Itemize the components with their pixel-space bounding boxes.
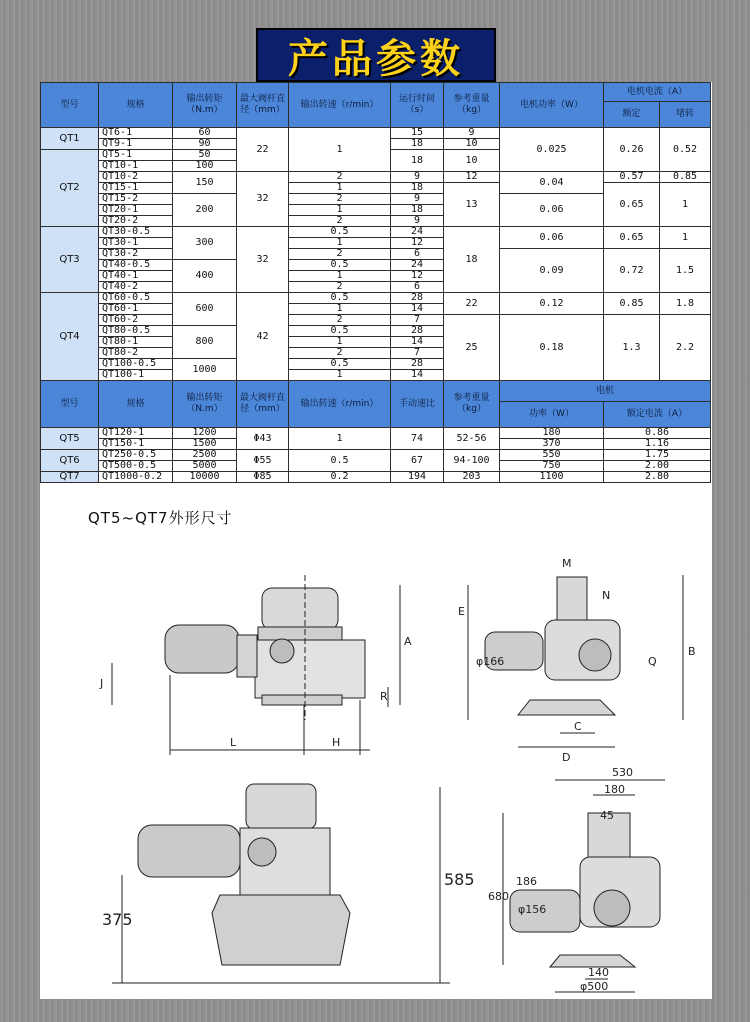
th-power: 功率（W） <box>500 402 604 428</box>
dim-530-text: 530 <box>612 766 633 779</box>
rated-cell: 0.65 <box>604 183 660 227</box>
time-cell: 7 <box>391 348 444 359</box>
time-cell: 9 <box>391 216 444 227</box>
speed-cell: 2 <box>289 216 391 227</box>
power-cell: 0.025 <box>500 128 604 172</box>
speed-cell: 2 <box>289 249 391 260</box>
model-cell: QT7 <box>41 472 99 483</box>
model-cell: QT5 <box>41 428 99 450</box>
power-cell: 550 <box>500 450 604 461</box>
table1-header-row <box>41 83 711 102</box>
th-weight: 参考重量（kg） <box>444 83 500 128</box>
torque-cell: 1200 <box>173 428 237 439</box>
speed-cell: 0.5 <box>289 227 391 238</box>
time-cell: 24 <box>391 227 444 238</box>
time-cell: 24 <box>391 260 444 271</box>
spec-cell: QT40-2 <box>99 282 173 293</box>
speed-cell: 1 <box>289 370 391 381</box>
locked-cell: 0.85 <box>660 172 711 183</box>
torque-cell: 100 <box>173 161 237 172</box>
spec-cell: QT30-0.5 <box>99 227 173 238</box>
time-cell: 12 <box>391 238 444 249</box>
th-spec: 规格 <box>99 381 173 428</box>
handwheel-port <box>270 639 294 663</box>
power-cell: 1100 <box>500 472 604 483</box>
torque-cell: 1500 <box>173 439 237 450</box>
stem-cell: 42 <box>237 293 289 381</box>
torque-cell: 200 <box>173 194 237 227</box>
ratio-cell: 67 <box>391 450 444 472</box>
motor-cap <box>262 588 338 630</box>
table-row <box>41 128 711 139</box>
dim-140-text: 140 <box>588 966 609 979</box>
speed-cell: 1 <box>289 128 391 172</box>
time-cell: 12 <box>391 271 444 282</box>
locked-cell: 1 <box>660 227 711 249</box>
th-time: 运行时间（s） <box>391 83 444 128</box>
spec-cell: QT100-0.5 <box>99 359 173 370</box>
stem-cell: 32 <box>237 227 289 293</box>
phi500-text: φ500 <box>580 980 609 993</box>
speed-cell: 1 <box>289 183 391 194</box>
speed-cell: 1 <box>289 428 391 450</box>
weight-cell: 10 <box>444 150 500 172</box>
spec-cell: QT250-0.5 <box>99 450 173 461</box>
cap-2 <box>246 784 316 829</box>
label-phi166: φ166 <box>476 655 505 668</box>
time-cell: 14 <box>391 337 444 348</box>
ratio-cell: 74 <box>391 428 444 450</box>
locked-cell: 1.8 <box>660 293 711 315</box>
ratio-cell: 194 <box>391 472 444 483</box>
weight-cell: 9 <box>444 128 500 139</box>
dim-680-text: 680 <box>488 890 509 903</box>
weight-cell: 18 <box>444 227 500 293</box>
rated-cell: 1.3 <box>604 315 660 381</box>
table-row <box>41 249 711 260</box>
current-cell: 0.86 <box>604 428 711 439</box>
spec-cell: QT60-1 <box>99 304 173 315</box>
power-cell: 0.04 <box>500 172 604 194</box>
table-row <box>41 227 711 238</box>
speed-cell: 1 <box>289 304 391 315</box>
label-D: D <box>562 751 571 764</box>
time-cell: 18 <box>391 183 444 194</box>
front-base <box>518 700 615 715</box>
th-motor: 电机 <box>500 381 711 402</box>
spec-cell: QT20-2 <box>99 216 173 227</box>
spec-cell: QT80-2 <box>99 348 173 359</box>
th-weight: 参考重量（kg） <box>444 381 500 428</box>
table-row <box>41 428 711 439</box>
label-E: E <box>458 605 465 618</box>
stem-cell: Φ43 <box>237 428 289 450</box>
base-plate <box>262 695 342 705</box>
time-cell: 14 <box>391 304 444 315</box>
torque-cell: 300 <box>173 227 237 260</box>
locked-cell: 0.52 <box>660 128 711 172</box>
time-cell: 18 <box>391 139 444 150</box>
rated-cell: 0.26 <box>604 128 660 172</box>
weight-cell: 203 <box>444 472 500 483</box>
weight-cell: 12 <box>444 172 500 183</box>
time-cell: 6 <box>391 249 444 260</box>
spec-cell: QT120-1 <box>99 428 173 439</box>
power-cell: 0.09 <box>500 249 604 293</box>
phi156-text: φ156 <box>518 903 547 916</box>
spec-cell: QT10-1 <box>99 161 173 172</box>
side-motor <box>165 625 239 673</box>
label-Q: Q <box>648 655 657 668</box>
torque-cell: 5000 <box>173 461 237 472</box>
th-stem: 最大阀杆直径（mm） <box>237 83 289 128</box>
label-B: B <box>688 645 696 658</box>
model-cell: QT6 <box>41 450 99 472</box>
speed-cell: 1 <box>289 238 391 249</box>
spec-table-1 <box>40 82 711 381</box>
th-speed: 输出转速（r/min） <box>289 381 391 428</box>
spec-cell: QT150-1 <box>99 439 173 450</box>
power-cell: 0.18 <box>500 315 604 381</box>
weight-cell: 10 <box>444 139 500 150</box>
spec-cell: QT9-1 <box>99 139 173 150</box>
base-2 <box>212 895 350 965</box>
drawing-title: QT5~QT7外形尺寸 <box>88 509 233 527</box>
speed-cell: 0.5 <box>289 260 391 271</box>
label-H: H <box>332 736 341 749</box>
rated-cell: 0.72 <box>604 249 660 293</box>
time-cell: 6 <box>391 282 444 293</box>
locked-cell: 1.5 <box>660 249 711 293</box>
torque-cell: 10000 <box>173 472 237 483</box>
time-cell: 28 <box>391 293 444 304</box>
th-torque: 输出转矩（N.m） <box>173 83 237 128</box>
torque-cell: 1000 <box>173 359 237 381</box>
current-cell: 1.16 <box>604 439 711 450</box>
spec-cell: QT40-1 <box>99 271 173 282</box>
spec-cell: QT10-2 <box>99 172 173 183</box>
spec-cell: QT15-2 <box>99 194 173 205</box>
stem-cell: 32 <box>237 172 289 227</box>
title-banner <box>256 28 496 82</box>
dim-45-text: 45 <box>600 809 614 822</box>
speed-cell: 0.5 <box>289 293 391 304</box>
torque-cell: 150 <box>173 172 237 194</box>
torque-cell: 600 <box>173 293 237 326</box>
th-spec: 规格 <box>99 83 173 128</box>
power-cell: 0.06 <box>500 194 604 227</box>
current-cell: 2.80 <box>604 472 711 483</box>
th-model: 型号 <box>41 381 99 428</box>
table-row <box>41 315 711 326</box>
spec-cell: QT30-1 <box>99 238 173 249</box>
time-cell: 18 <box>391 205 444 216</box>
spec-table-2 <box>40 380 711 483</box>
speed-cell: 0.5 <box>289 450 391 472</box>
th-torque: 输出转矩（N.m） <box>173 381 237 428</box>
model-cell: QT3 <box>41 227 99 293</box>
th-speed: 输出转速（r/min） <box>289 83 391 128</box>
page-title: 产品参数 <box>288 35 464 82</box>
power-cell: 750 <box>500 461 604 472</box>
speed-cell: 2 <box>289 172 391 183</box>
table-row <box>41 472 711 483</box>
stem-cell: Φ85 <box>237 472 289 483</box>
spec-cell: QT20-1 <box>99 205 173 216</box>
weight-cell: 13 <box>444 183 500 227</box>
torque-cell: 60 <box>173 128 237 139</box>
th-manual-ratio: 手动速比 <box>391 381 444 428</box>
spec-cell: QT80-1 <box>99 337 173 348</box>
current-cell: 2.00 <box>604 461 711 472</box>
label-J: J <box>100 677 104 690</box>
spec-cell: QT15-1 <box>99 183 173 194</box>
speed-cell: 0.2 <box>289 472 391 483</box>
spec-cell: QT60-2 <box>99 315 173 326</box>
table-row <box>41 183 711 194</box>
locked-cell: 1 <box>660 183 711 227</box>
time-cell: 18 <box>391 150 444 172</box>
weight-cell: 94-100 <box>444 450 500 472</box>
th-power: 电机功率（W） <box>500 83 604 128</box>
stem-cell: Φ55 <box>237 450 289 472</box>
model-cell: QT1 <box>41 128 99 150</box>
label-R: R <box>380 690 388 703</box>
label-C: C <box>574 720 582 733</box>
front-handwheel-2 <box>594 890 630 926</box>
dim-585-text: 585 <box>444 870 475 889</box>
dim-375-text: 375 <box>102 910 133 929</box>
speed-cell: 1 <box>289 337 391 348</box>
speed-cell: 0.5 <box>289 326 391 337</box>
actuator-side-view-1 <box>112 575 400 755</box>
th-stem: 最大阀杆直径（mm） <box>237 381 289 428</box>
label-M: M <box>562 557 572 570</box>
side-motor-2 <box>138 825 240 877</box>
locked-cell: 2.2 <box>660 315 711 381</box>
time-cell: 28 <box>391 359 444 370</box>
th-current: 电机电流（A） <box>604 83 711 102</box>
th-locked: 堵转 <box>660 102 711 128</box>
label-N: N <box>602 589 611 602</box>
table-row <box>41 450 711 461</box>
spec-cell: QT30-2 <box>99 249 173 260</box>
time-cell: 9 <box>391 172 444 183</box>
handwheel-port-2 <box>248 838 276 866</box>
stem-cell: 22 <box>237 128 289 172</box>
weight-cell: 22 <box>444 293 500 315</box>
spec-sheet <box>40 82 712 495</box>
speed-cell: 1 <box>289 271 391 282</box>
table-row <box>41 172 711 183</box>
time-cell: 7 <box>391 315 444 326</box>
rated-cell: 0.57 <box>604 172 660 183</box>
model-cell: QT4 <box>41 293 99 381</box>
th-model: 型号 <box>41 83 99 128</box>
speed-cell: 1 <box>289 205 391 216</box>
weight-cell: 25 <box>444 315 500 381</box>
table2-header-row <box>41 381 711 402</box>
power-cell: 0.12 <box>500 293 604 315</box>
speed-cell: 2 <box>289 348 391 359</box>
dim-186-text: 186 <box>516 875 537 888</box>
rated-cell: 0.65 <box>604 227 660 249</box>
time-cell: 14 <box>391 370 444 381</box>
torque-cell: 2500 <box>173 450 237 461</box>
spec-cell: QT6-1 <box>99 128 173 139</box>
spec-cell: QT60-0.5 <box>99 293 173 304</box>
current-cell: 1.75 <box>604 450 711 461</box>
power-cell: 0.06 <box>500 227 604 249</box>
front-handwheel <box>579 639 611 671</box>
actuator-side-view-2 <box>112 784 450 983</box>
rated-cell: 0.85 <box>604 293 660 315</box>
spec-cell: QT5-1 <box>99 150 173 161</box>
spec-cell: QT100-1 <box>99 370 173 381</box>
label-A: A <box>404 635 412 648</box>
model-cell: QT2 <box>41 150 99 227</box>
time-cell: 9 <box>391 194 444 205</box>
power-cell: 180 <box>500 428 604 439</box>
technical-drawing-svg <box>40 495 712 999</box>
spec-cell: QT500-0.5 <box>99 461 173 472</box>
label-L: L <box>230 736 237 749</box>
power-cell: 370 <box>500 439 604 450</box>
dim-180-text: 180 <box>604 783 625 796</box>
cap-flange <box>258 627 342 641</box>
th-rated: 额定 <box>604 102 660 128</box>
speed-cell: 0.5 <box>289 359 391 370</box>
dimension-drawing <box>40 495 712 999</box>
torque-cell: 50 <box>173 150 237 161</box>
motor-coupling <box>237 635 257 677</box>
time-cell: 15 <box>391 128 444 139</box>
torque-cell: 90 <box>173 139 237 150</box>
speed-cell: 2 <box>289 282 391 293</box>
speed-cell: 2 <box>289 315 391 326</box>
spec-cell: QT40-0.5 <box>99 260 173 271</box>
spec-cell: QT80-0.5 <box>99 326 173 337</box>
th-rated-current: 额定电流（A） <box>604 402 711 428</box>
torque-cell: 800 <box>173 326 237 359</box>
speed-cell: 2 <box>289 194 391 205</box>
spec-cell: QT1000-0.2 <box>99 472 173 483</box>
table-row <box>41 293 711 304</box>
front-cap <box>557 577 587 621</box>
torque-cell: 400 <box>173 260 237 293</box>
weight-cell: 52-56 <box>444 428 500 450</box>
time-cell: 28 <box>391 326 444 337</box>
